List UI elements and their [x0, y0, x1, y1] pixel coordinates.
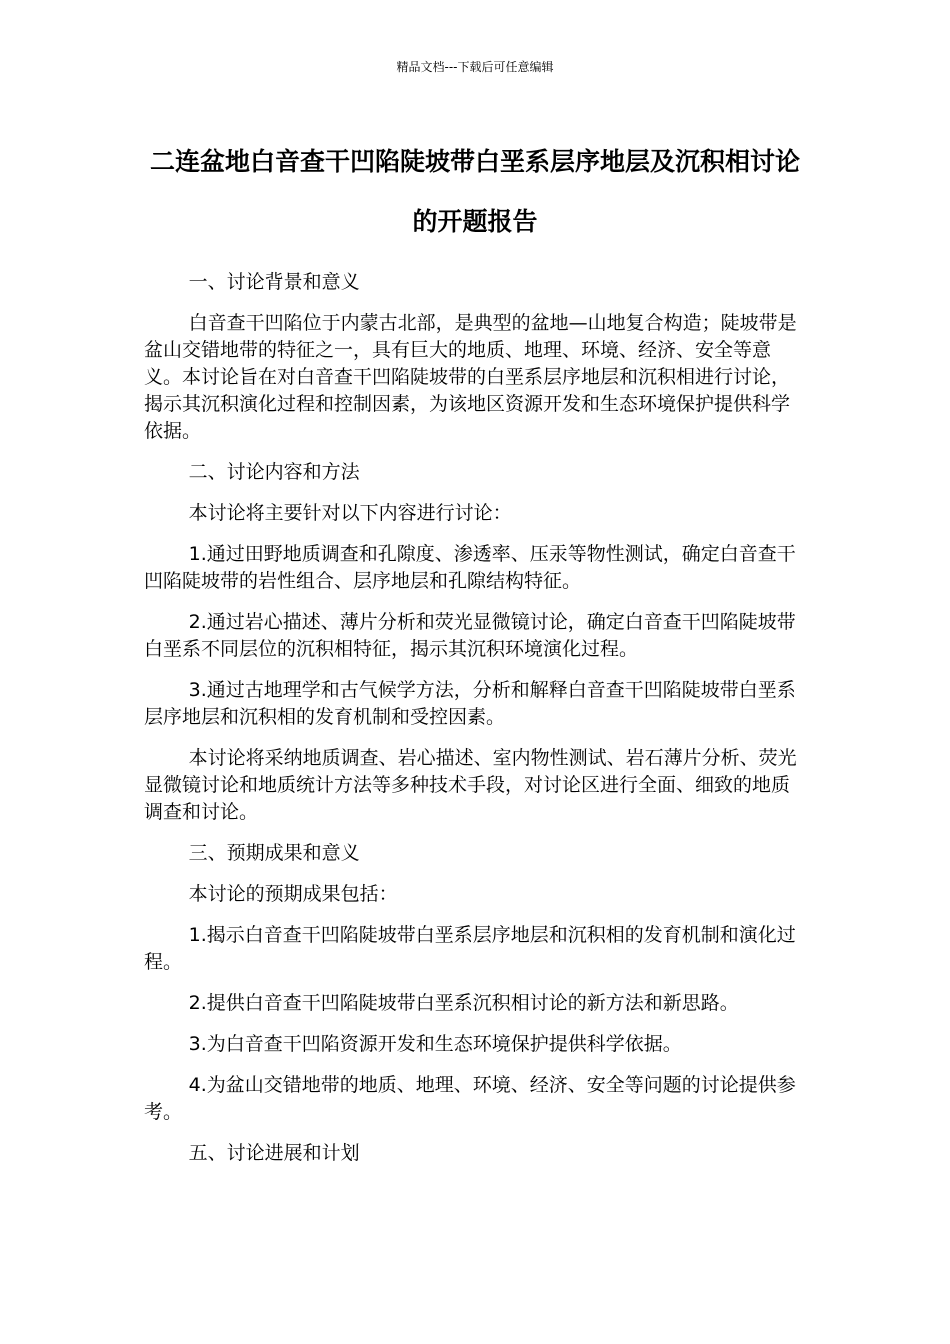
paragraph-intro-results: 本讨论的预期成果包括： [188, 883, 398, 905]
list-item-result-1: 1.揭示白音查干凹陷陡坡带白垩系层序地层和沉积相的发育机制和演化过程。 [144, 924, 796, 973]
page-header: 精品文档---下载后可任意编辑 [396, 60, 554, 74]
document-body [144, 269, 806, 1181]
list-item-result-4: 4.为盆山交错地带的地质、地理、环境、经济、安全等问题的讨论提供参考。 [144, 1074, 796, 1123]
section-heading-expected-results: 三、预期成果和意义 [188, 842, 360, 864]
list-item-result-2: 2.提供白音查干凹陷陡坡带白垩系沉积相讨论的新方法和新思路。 [188, 992, 739, 1014]
paragraph-intro-content: 本讨论将主要针对以下内容进行讨论： [188, 502, 512, 524]
list-item-content-1: 1.通过田野地质调查和孔隙度、渗透率、压汞等物性测试，确定白音查干凹陷陡坡带的岩性组合、层序地层和孔隙结构特征。 [144, 543, 796, 592]
document-title: 二连盆地白音查干凹陷陡坡带白垩系层序地层及沉积相讨论的开题报告 [149, 147, 800, 236]
section-heading-content-methods: 二、讨论内容和方法 [188, 461, 360, 483]
section-heading-progress-plan: 五、讨论进展和计划 [188, 1142, 360, 1164]
list-item-content-3: 3.通过古地理学和古气候学方法，分析和解释白音查干凹陷陡坡带白垩系层序地层和沉积相的发育机制和受控因素。 [144, 679, 796, 728]
list-item-content-2: 2.通过岩心描述、薄片分析和荧光显微镜讨论，确定白音查干凹陷陡坡带白垩系不同层位的沉积相特征，揭示其沉积环境演化过程。 [144, 611, 796, 660]
paragraph-methods: 本讨论将采纳地质调查、岩心描述、室内物性测试、岩石薄片分析、荧光显微镜讨论和地质统计方法等多种技术手段，对讨论区进行全面、细致的地质调查和讨论。 [144, 747, 797, 823]
list-item-result-3: 3.为白音查干凹陷资源开发和生态环境保护提供科学依据。 [188, 1033, 682, 1055]
section-heading-background: 一、讨论背景和意义 [188, 271, 360, 293]
paragraph-background: 白音查干凹陷位于内蒙古北部，是典型的盆地—山地复合构造；陡坡带是盆山交错地带的特征之一，具有巨大的地质、地理、环境、经济、安全等意义。本讨论旨在对白音查干凹陷陡坡带的白垩系层序地层和沉积相进行讨论，揭示其沉积演化过程和控制因素，为该地区资源开发和生态环境保护提供科学依据。 [144, 312, 797, 442]
